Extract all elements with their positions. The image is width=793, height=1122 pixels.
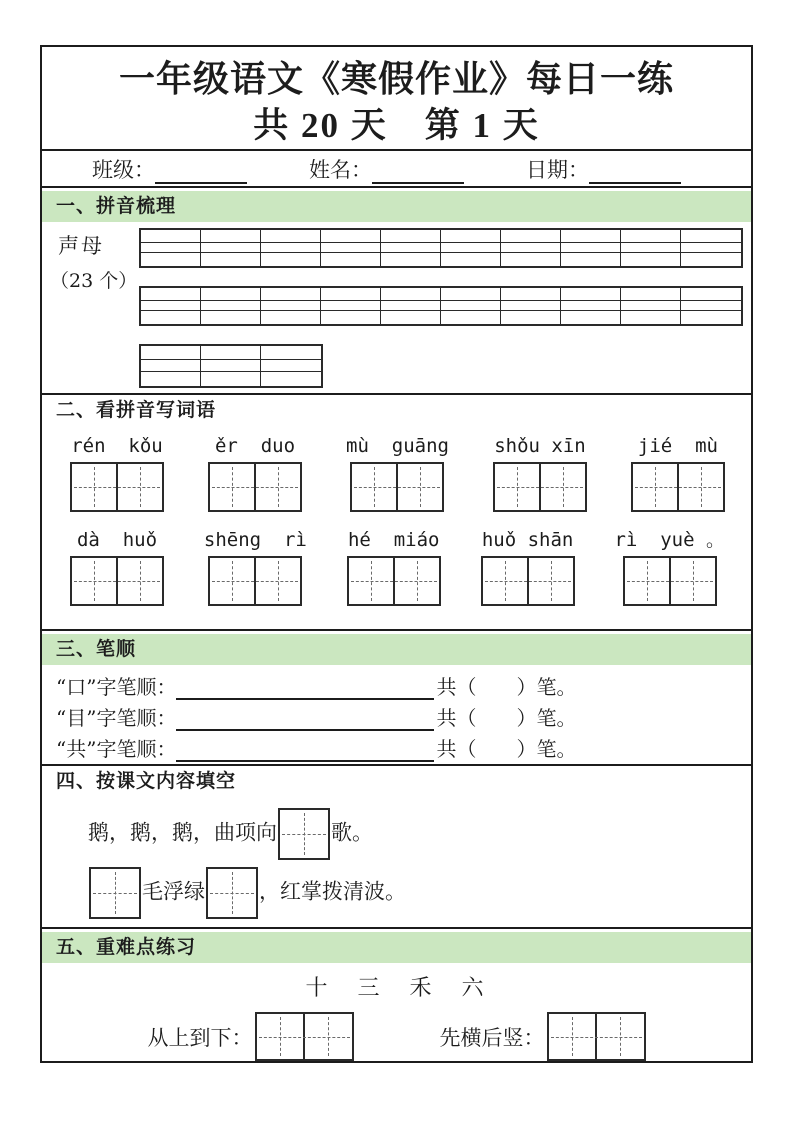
stroke-order-line	[56, 731, 751, 762]
tian-cell	[539, 464, 585, 510]
pinyin-grid-cell	[681, 311, 741, 324]
tian-cell	[116, 558, 162, 604]
pinyin-grid-cell	[201, 311, 261, 324]
pinyin-grid-cell	[501, 301, 561, 311]
tian-cell	[396, 464, 442, 510]
pinyin-grid-cell	[261, 372, 321, 386]
word-group	[70, 433, 164, 512]
tian-cell	[116, 464, 162, 510]
tian-cell	[349, 558, 393, 604]
pinyin-grid-cell	[501, 311, 561, 324]
word-row	[42, 433, 751, 512]
pinyin-label: huǒ shān	[481, 529, 574, 551]
writing-box	[547, 1012, 646, 1061]
answer-blank	[176, 706, 434, 731]
pinyin-grid-cell	[621, 243, 681, 253]
poem-text: 歌。	[331, 820, 373, 845]
tian-cell	[677, 464, 723, 510]
pinyin-grid-cell	[621, 288, 681, 301]
pinyin-grid-cell	[381, 253, 441, 266]
section-4-body	[42, 808, 751, 927]
worksheet-page	[40, 45, 753, 1063]
pinyin-grid-cell	[321, 230, 381, 243]
pinyin-grid-cell	[261, 311, 321, 324]
section-pinyin-review	[42, 186, 751, 393]
initials-count-label: （23 个）	[50, 270, 138, 292]
student-info-row	[42, 151, 751, 186]
tian-cell	[91, 869, 139, 917]
pinyin-grid-cell	[561, 311, 621, 324]
name-field	[309, 154, 464, 184]
pinyin-label: jié mù	[637, 435, 718, 457]
pinyin-grid-cell	[141, 311, 201, 324]
pinyin-grid-cell	[141, 288, 201, 301]
pinyin-grid-cell	[681, 301, 741, 311]
section-4-heading: 四、按课文内容填空	[56, 770, 237, 792]
tian-cell	[393, 558, 439, 604]
section-3-heading: 三、笔顺	[42, 634, 751, 665]
class-field	[92, 154, 247, 184]
fill-in-box	[206, 867, 258, 919]
pinyin-grid-cell	[261, 253, 321, 266]
pinyin-label: rén kǒu	[71, 435, 163, 457]
pinyin-grid-cell	[261, 360, 321, 372]
stroke-order-prompt: “口”字笔顺：	[56, 675, 177, 699]
pinyin-grid-cell	[621, 301, 681, 311]
writing-box	[70, 462, 164, 512]
stroke-count-suffix: 共（ ）笔。	[436, 706, 577, 730]
writing-box	[255, 1012, 354, 1061]
pinyin-grid-cell	[381, 288, 441, 301]
poem-text: 毛浮绿	[142, 879, 205, 904]
pinyin-grid-cell	[141, 346, 201, 360]
writing-box	[623, 556, 717, 606]
section-5-body	[42, 971, 751, 1061]
pinyin-grid-cell	[501, 288, 561, 301]
tian-cell	[210, 464, 254, 510]
pinyin-grid-cell	[201, 243, 261, 253]
pinyin-grid-cell	[621, 311, 681, 324]
date-field	[526, 154, 681, 184]
name-field-label: 姓名：	[309, 157, 372, 182]
word-group	[481, 527, 575, 606]
stroke-order-line	[56, 669, 751, 700]
writing-box	[208, 556, 302, 606]
tian-cell	[549, 1014, 596, 1059]
pinyin-grid-cell	[321, 288, 381, 301]
word-group	[208, 433, 302, 512]
worksheet-title	[42, 47, 751, 151]
pinyin-label: ěr duo	[214, 435, 296, 457]
pinyin-grid-cell	[261, 301, 321, 311]
pinyin-grid-table	[139, 286, 743, 326]
fill-in-box	[89, 867, 141, 919]
section-stroke-order	[42, 629, 751, 764]
pinyin-grid-cell	[501, 230, 561, 243]
word-group	[204, 527, 307, 606]
writing-box	[493, 462, 587, 512]
pinyin-grid-cell	[561, 230, 621, 243]
pinyin-grid-cell	[261, 288, 321, 301]
pinyin-label: rì yuè 。	[614, 529, 725, 551]
word-group	[70, 527, 164, 606]
pinyin-grid-cell	[201, 360, 261, 372]
pinyin-grid-cell	[141, 301, 201, 311]
word-group	[631, 433, 725, 512]
pinyin-grid-cell	[201, 253, 261, 266]
pinyin-grid-cell	[381, 311, 441, 324]
pinyin-label: mù guāng	[346, 435, 449, 457]
pinyin-grid-cell	[681, 253, 741, 266]
tian-cell	[72, 464, 116, 510]
pinyin-grid-cell	[321, 301, 381, 311]
answer-blank	[176, 675, 434, 700]
stroke-count-suffix: 共（ ）笔。	[436, 737, 577, 761]
section-1-body	[42, 222, 751, 393]
tian-cell	[208, 869, 256, 917]
pinyin-grid-cell	[201, 372, 261, 386]
pinyin-grid-cell	[501, 243, 561, 253]
writing-box	[631, 462, 725, 512]
poem-text: 鹅，鹅，鹅，曲项向	[88, 820, 277, 845]
pinyin-grid-cell	[441, 311, 501, 324]
horizontal-first-label: 先横后竖：	[439, 1025, 545, 1050]
pinyin-grid-cell	[321, 311, 381, 324]
poem-text: ，红掌拨清波。	[259, 879, 406, 904]
pinyin-grid-cell	[321, 243, 381, 253]
word-row	[42, 527, 751, 606]
practice-row	[42, 1012, 751, 1061]
tian-cell	[495, 464, 539, 510]
section-5-heading: 五、重难点练习	[42, 932, 751, 963]
pinyin-label: dà huǒ	[76, 529, 158, 551]
pinyin-grid-cell	[681, 243, 741, 253]
pinyin-grid-table	[139, 344, 323, 388]
tian-cell	[280, 810, 328, 858]
pinyin-grid-cell	[621, 253, 681, 266]
tian-cell	[303, 1014, 352, 1059]
pinyin-grid-cell	[261, 346, 321, 360]
stroke-count-suffix: 共（ ）笔。	[436, 675, 577, 699]
initials-label: 声母	[58, 234, 104, 258]
section-fill-text	[42, 764, 751, 927]
pinyin-grid-cell	[201, 230, 261, 243]
pinyin-grid-cell	[381, 301, 441, 311]
writing-box	[347, 556, 441, 606]
tian-cell	[72, 558, 116, 604]
pinyin-grid-cell	[441, 230, 501, 243]
pinyin-grid-cell	[261, 243, 321, 253]
word-group	[493, 433, 587, 512]
tian-cell	[254, 464, 300, 510]
stroke-order-line	[56, 700, 751, 731]
section-write-words	[42, 393, 751, 629]
writing-box	[481, 556, 575, 606]
section-3-body	[42, 665, 751, 764]
pinyin-grid-cell	[321, 253, 381, 266]
writing-box	[350, 462, 444, 512]
title-line-2: 共 20 天 第 1 天	[253, 106, 540, 145]
word-group	[346, 433, 449, 512]
title-line-1: 一年级语文《寒假作业》每日一练	[118, 59, 674, 99]
tian-cell	[669, 558, 715, 604]
section-2-body	[42, 433, 751, 629]
tian-cell	[527, 558, 573, 604]
tian-cell	[625, 558, 669, 604]
pinyin-grid-cell	[441, 253, 501, 266]
pinyin-grid-cell	[441, 301, 501, 311]
tian-cell	[595, 1014, 644, 1059]
section-key-practice	[42, 927, 751, 1061]
tian-cell	[483, 558, 527, 604]
pinyin-grid-cell	[441, 288, 501, 301]
pinyin-grid-cell	[201, 301, 261, 311]
fill-in-box	[278, 808, 330, 860]
section-1-heading: 一、拼音梳理	[42, 191, 751, 222]
stroke-order-prompt: “目”字笔顺：	[56, 706, 177, 730]
pinyin-grid-cell	[501, 253, 561, 266]
pinyin-grid-cell	[561, 253, 621, 266]
date-field-label: 日期：	[526, 157, 589, 182]
pinyin-label: shǒu xīn	[494, 435, 586, 457]
tian-cell	[257, 1014, 304, 1059]
practice-characters: 十 三 禾 六	[305, 976, 488, 1001]
date-field-blank	[589, 158, 681, 184]
pinyin-grid-cell	[381, 230, 441, 243]
word-group	[614, 527, 725, 606]
pinyin-grid-cell	[201, 288, 261, 301]
pinyin-grid-cell	[141, 360, 201, 372]
pinyin-grid-cell	[141, 253, 201, 266]
tian-cell	[352, 464, 396, 510]
class-field-label: 班级：	[92, 157, 155, 182]
stroke-order-prompt: “共”字笔顺：	[56, 737, 177, 761]
pinyin-grid-cell	[141, 230, 201, 243]
pinyin-grid-cell	[261, 230, 321, 243]
tian-cell	[633, 464, 677, 510]
answer-blank	[176, 737, 434, 762]
pinyin-grid-cell	[621, 230, 681, 243]
writing-box	[208, 462, 302, 512]
pinyin-grid-table	[139, 228, 743, 268]
name-field-blank	[372, 158, 464, 184]
word-group	[347, 527, 441, 606]
pinyin-grid-cell	[561, 288, 621, 301]
top-to-bottom-label: 从上到下：	[147, 1025, 253, 1050]
poem-line-1	[88, 808, 751, 860]
poem-line-2	[88, 867, 751, 919]
tian-cell	[254, 558, 300, 604]
writing-box	[70, 556, 164, 606]
pinyin-grid-cell	[201, 346, 261, 360]
section-2-heading: 二、看拼音写词语	[56, 399, 217, 421]
pinyin-grid-cell	[681, 230, 741, 243]
pinyin-grid-cell	[441, 243, 501, 253]
pinyin-grid-cell	[141, 372, 201, 386]
class-field-blank	[155, 158, 247, 184]
pinyin-grid-cell	[681, 288, 741, 301]
tian-cell	[210, 558, 254, 604]
pinyin-grid-cell	[381, 243, 441, 253]
pinyin-label: hé miáo	[347, 529, 440, 551]
pinyin-grid-cell	[561, 243, 621, 253]
pinyin-grid-cell	[141, 243, 201, 253]
pinyin-label: shēng rì	[203, 529, 307, 551]
pinyin-grid-cell	[561, 301, 621, 311]
